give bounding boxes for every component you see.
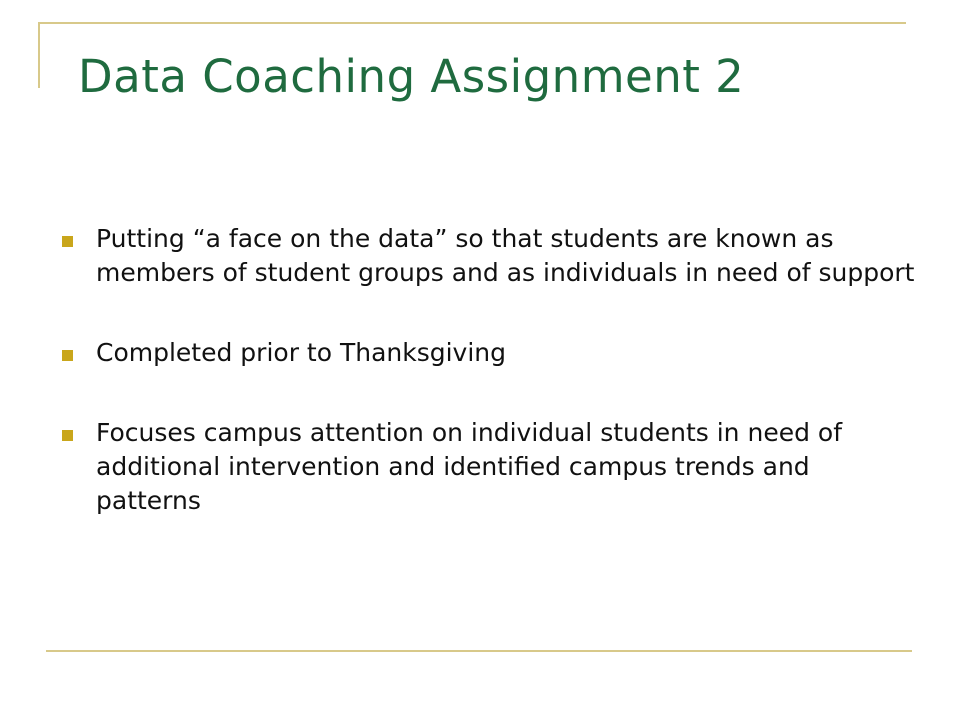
square-bullet-icon bbox=[62, 350, 73, 361]
bullet-item bbox=[58, 222, 918, 290]
bottom-divider bbox=[46, 650, 912, 652]
bullet-text: Completed prior to Thanksgiving bbox=[96, 338, 507, 367]
top-divider bbox=[38, 22, 906, 24]
bullet-text: Focuses campus attention on individual students in need of additional intervention and identified campus trends and patterns bbox=[96, 418, 842, 515]
bullet-list bbox=[58, 222, 918, 564]
square-bullet-icon bbox=[62, 236, 73, 247]
square-bullet-icon bbox=[62, 430, 73, 441]
slide-title: Data Coaching Assignment 2 bbox=[78, 50, 745, 103]
bullet-item bbox=[58, 416, 918, 518]
top-left-vertical-divider bbox=[38, 22, 40, 88]
bullet-text: Putting “a face on the data” so that students are known as members of student groups and as individuals in need of support bbox=[96, 224, 915, 287]
bullet-item bbox=[58, 336, 918, 370]
